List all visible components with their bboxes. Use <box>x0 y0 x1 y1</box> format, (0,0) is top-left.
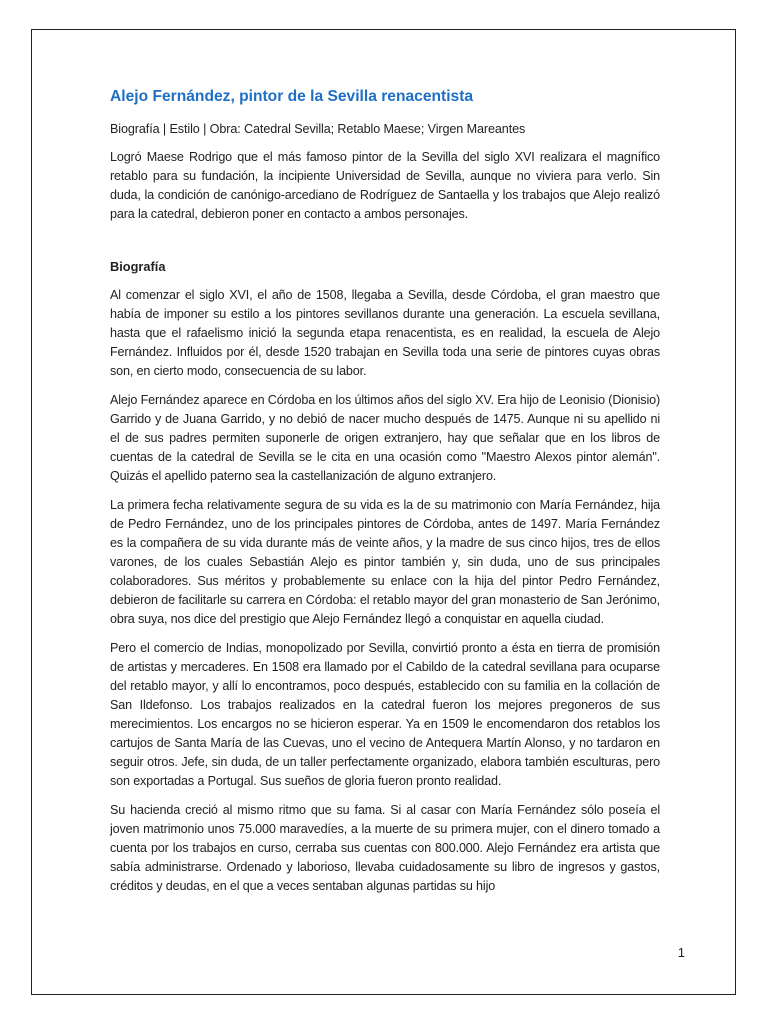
body-paragraph: Al comenzar el siglo XVI, el año de 1508, llegaba a Sevilla, desde Córdoba, el gran maestro que había de imponer su estilo a los pintores sevillanos durante una generación. La escuela sevillana, hasta que el rafaelismo inició la segunda etapa renacentista, es en realidad, la escuela de Alejo Fernández. Influidos por él, desde 1520 trabajan en Sevilla toda una serie de pintores cuyas obras son, en cierto modo, consecuencia de su labor. <box>110 288 660 378</box>
body-paragraph: Alejo Fernández aparece en Córdoba en los últimos años del siglo XV. Era hijo de Leonisio (Dionisio) Garrido y de Juana Garrido, y no debió de nacer mucho después de 1475. Aunque ni su apellido ni el de sus padres permiten suponerle de origen extranjero, hay que señalar que en los libros de cuentas de la catedral de Sevilla se le cita en una ocasión como "Maestro Alexos pintor alemán". Quizás el apellido paterno sea la castellanización de alguno extranjero. <box>110 393 660 483</box>
section-heading-biografia: Biografía <box>110 259 166 274</box>
document-subtitle: Biografía | Estilo | Obra: Catedral Sevilla; Retablo Maese; Virgen Mareantes <box>110 122 526 136</box>
intro-paragraph: Logró Maese Rodrigo que el más famoso pintor de la Sevilla del siglo XVI realizara el magnífico retablo para su fundación, la incipiente Universidad de Sevilla, aunque no viviera para verlo. Sin duda, la condición de canónigo-arcediano de Rodríguez de Santaella y los trabajos que Alejo realizó para la catedral, debieron poner en contacto a ambos personajes. <box>110 150 660 221</box>
document-title: Alejo Fernández, pintor de la Sevilla renacentista <box>110 88 474 105</box>
page-number: 1 <box>677 945 685 960</box>
document-page <box>31 29 736 995</box>
body-paragraph: La primera fecha relativamente segura de su vida es la de su matrimonio con María Fernández, hija de Pedro Fernández, uno de los principales pintores de Córdoba, antes de 1497. María Fernández es la compañera de su vida durante más de veinte años, y la madre de sus cinco hijos, tres de ellos varones, de los cuales Sebastián Alejo es pintor también y, sin duda, uno de sus principales colaboradores. Sus méritos y probablemente su enlace con la hija del pintor Pedro Fernández, debieron de facilitarle su carrera en Córdoba: el retablo mayor del gran monasterio de San Jerónimo, obra suya, nos dice del prestigio que Alejo Fernández llegó a conquistar en aquella ciudad. <box>110 498 660 626</box>
page-content <box>110 86 660 906</box>
body-paragraph: Su hacienda creció al mismo ritmo que su fama. Si al casar con María Fernández sólo poseía el joven matrimonio unos 75.000 maravedíes, a la muerte de su primera mujer, con el dinero tomado a cuenta por los trabajos en curso, cerraba sus cuentas con 800.000. Alejo Fernández era artista que sabía administrarse. Ordenado y laborioso, llevaba cuidadosamente su libro de ingresos y gastos, créditos y deudas, en el que a veces sentaban algunas partidas su hijo <box>110 803 660 893</box>
body-paragraph: Pero el comercio de Indias, monopolizado por Sevilla, convirtió pronto a ésta en tierra de promisión de artistas y mercaderes. En 1508 era llamado por el Cabildo de la catedral sevillana para ocuparse del retablo mayor, y allí lo encontramos, poco después, establecido con su familia en la collación de San Ildefonso. Los trabajos realizados en la catedral fueron los mejores pregoneros de sus merecimientos. Los encargos no se hicieron esperar. Ya en 1509 le encomendaron dos retablos los cartujos de Santa María de las Cuevas, uno el vecino de Antequera Martín Alonso, y no tardaron en seguir otros. Jefe, sin duda, de un taller perfectamente organizado, elabora también esculturas, pero son exportadas a Portugal. Sus sueños de gloria fueron pronto realidad. <box>110 641 660 788</box>
